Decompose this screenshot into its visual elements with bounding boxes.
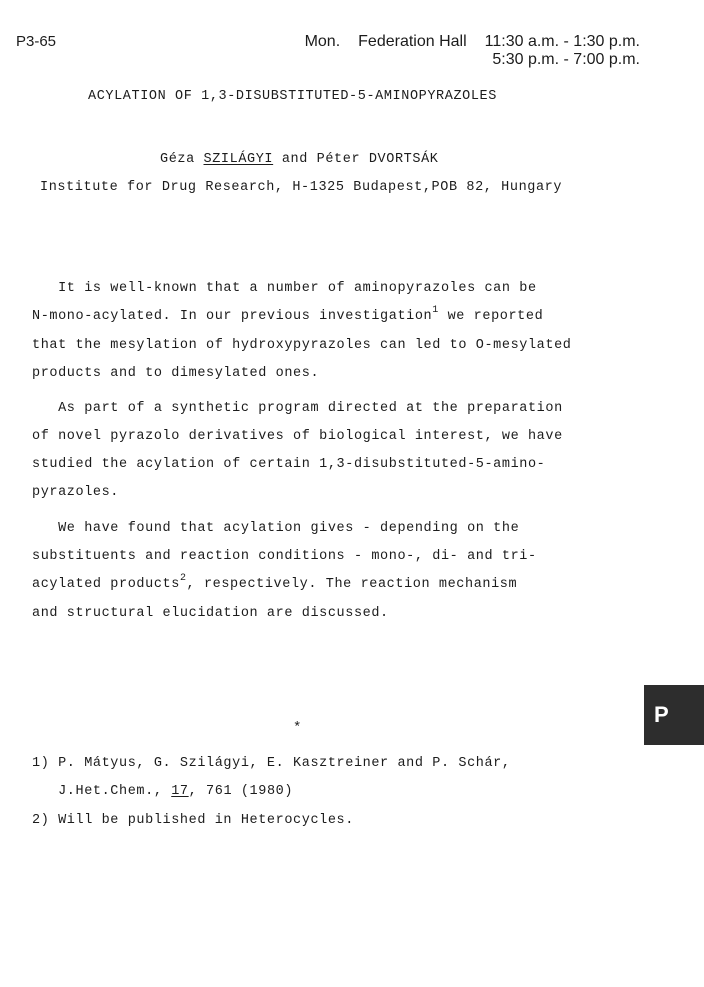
body-text: acylated products (32, 577, 180, 592)
section-tab (644, 685, 704, 745)
author-first-name: Géza (160, 152, 204, 167)
footnote-ref: 1 (432, 305, 439, 316)
body-line: and structural elucidation are discussed. (32, 606, 389, 621)
institute: Institute for Drug Research, H-1325 Budapest,POB 82, Hungary (40, 180, 563, 195)
body-line: studied the acylation of certain 1,3-disubstituted-5-amino- (32, 457, 546, 472)
body-line: pyrazoles. (32, 485, 120, 500)
body-line: It is well-known that a number of aminopyrazoles can be (32, 281, 537, 296)
authors (160, 152, 438, 167)
body-text: , respectively. The reaction mechanism (186, 577, 518, 592)
body-line (32, 305, 544, 324)
reference-1-cont (32, 784, 293, 799)
author-presenting-surname: SZILÁGYI (203, 152, 274, 167)
session-info (301, 33, 640, 69)
body-line: products and to dimesylated ones. (32, 366, 320, 381)
abstract-title: ACYLATION OF 1,3-DISUBSTITUTED-5-AMINOPYRAZOLES (88, 89, 497, 104)
separator-asterisk: * (293, 720, 303, 736)
session-time-1: 11:30 a.m. - 1:30 p.m. (484, 33, 640, 50)
reference-volume: 17 (171, 784, 189, 799)
reference-1: 1) P. Mátyus, G. Szilágyi, E. Kasztreiner and P. Schár, (32, 756, 511, 771)
section-tab-letter: P (654, 702, 669, 727)
body-line: As part of a synthetic program directed at the preparation (32, 401, 563, 416)
body-line: that the mesylation of hydroxypyrazoles can led to O-mesylated (32, 338, 572, 353)
reference-2: 2) Will be published in Heterocycles. (32, 813, 354, 828)
session-day: Mon. (304, 33, 341, 50)
body-text: N-mono-acylated. In our previous investigation (32, 309, 433, 324)
body-line (32, 573, 518, 592)
reference-text: J.Het.Chem., (32, 784, 172, 799)
page-id: P3-65 (16, 33, 57, 50)
author-rest: and Péter DVORTSÁK (273, 152, 439, 167)
body-line: of novel pyrazolo derivatives of biological interest, we have (32, 429, 563, 444)
body-text: we reported (438, 309, 544, 324)
session-time-2: 5:30 p.m. - 7:00 p.m. (492, 51, 640, 68)
body-line: We have found that acylation gives - depending on the (32, 521, 520, 536)
reference-text: , 761 (1980) (188, 784, 294, 799)
footnote-ref: 2 (179, 573, 187, 584)
session-hall: Federation Hall (358, 33, 467, 50)
body-line: substituents and reaction conditions - mono-, di- and tri- (32, 549, 537, 564)
